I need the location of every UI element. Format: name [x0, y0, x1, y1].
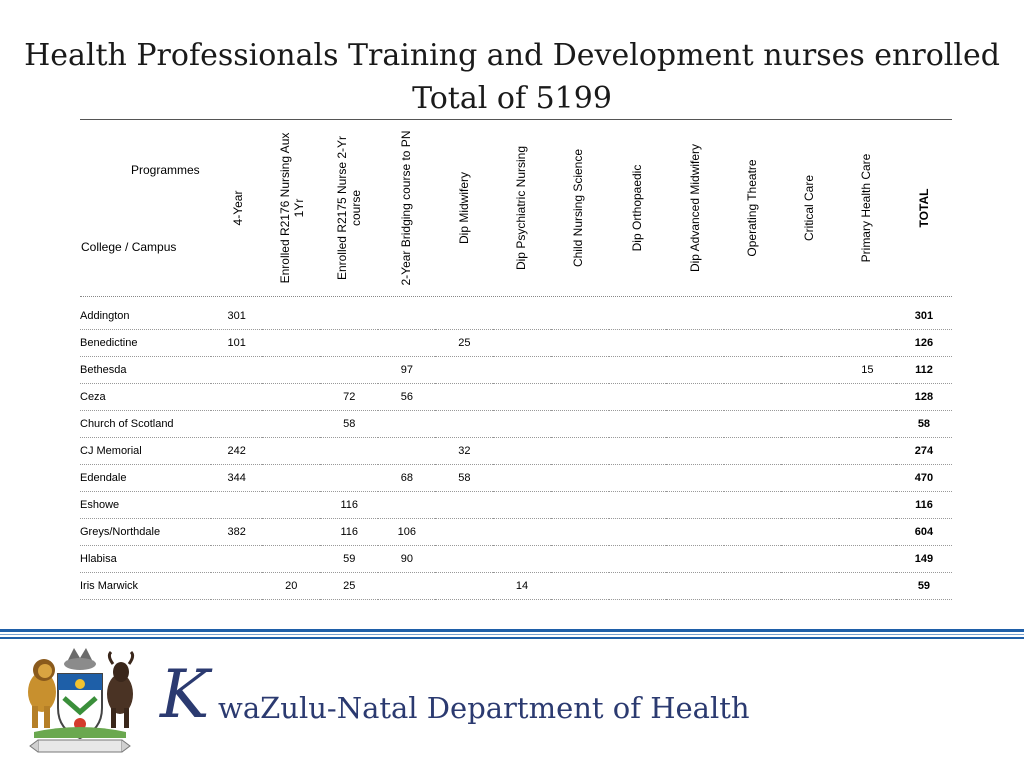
enrolment-cell	[724, 330, 781, 357]
enrolment-cell	[493, 384, 550, 411]
enrolment-cell	[609, 303, 666, 330]
enrolment-cell	[262, 303, 320, 330]
enrolment-cell	[211, 357, 262, 384]
enrolment-cell: 344	[211, 465, 262, 492]
enrolment-cell	[435, 573, 493, 600]
enrolment-cell: 32	[435, 438, 493, 465]
enrolment-cell	[666, 384, 724, 411]
enrolment-cell	[839, 573, 896, 600]
column-header-label: Child Nursing Science	[571, 148, 585, 268]
enrolment-cell	[551, 303, 609, 330]
table-row	[80, 465, 952, 492]
enrolment-cell	[551, 330, 609, 357]
enrolment-cell	[839, 330, 896, 357]
column-header-label: 4-Year	[231, 190, 245, 226]
enrolment-cell	[493, 519, 550, 546]
column-header-label: Operating Theatre	[745, 159, 759, 257]
enrolment-cell	[609, 411, 666, 438]
enrolment-cell	[262, 411, 320, 438]
enrolment-cell: 15	[839, 357, 896, 384]
enrolment-cell	[551, 357, 609, 384]
enrolment-cell	[493, 303, 550, 330]
column-header-label: Dip Orthopaedic	[630, 164, 644, 252]
column-header-label: 2-Year Bridging course to PN	[399, 130, 413, 286]
table-row	[80, 519, 952, 546]
enrolment-cell	[724, 465, 781, 492]
enrolment-cell	[378, 438, 435, 465]
enrolment-cell	[493, 438, 550, 465]
enrolment-cell: 101	[211, 330, 262, 357]
enrolment-cell	[320, 357, 378, 384]
enrolment-cell: 106	[378, 519, 435, 546]
enrolment-cell	[839, 411, 896, 438]
enrolment-cell	[211, 411, 262, 438]
college-name: Eshowe	[80, 492, 211, 519]
enrolment-cell	[211, 492, 262, 519]
enrolment-cell: 242	[211, 438, 262, 465]
table-top-rule	[80, 119, 952, 120]
enrolment-cell	[666, 465, 724, 492]
enrolment-cell	[262, 330, 320, 357]
enrolment-cell	[666, 546, 724, 573]
row-total-cell: 59	[896, 573, 952, 600]
enrolment-cell	[666, 303, 724, 330]
college-name: CJ Memorial	[80, 438, 211, 465]
column-header-label: Dip Psychiatric Nursing	[514, 145, 528, 271]
enrolment-cell	[211, 546, 262, 573]
enrolment-cell	[724, 519, 781, 546]
college-name: Addington	[80, 303, 211, 330]
enrolment-cell	[839, 465, 896, 492]
enrolment-cell	[262, 357, 320, 384]
enrolment-cell	[781, 465, 839, 492]
enrolment-cell	[378, 330, 435, 357]
enrolment-cell	[666, 438, 724, 465]
enrolment-cell	[493, 546, 550, 573]
title-line-2: Total of 5199	[412, 81, 612, 116]
column-header-label: TOTAL	[917, 188, 931, 228]
enrolment-cell	[551, 573, 609, 600]
enrolment-cell: 59	[320, 546, 378, 573]
column-header-label: Dip Advanced Midwifery	[688, 143, 702, 273]
header-college-campus: College / Campus	[81, 240, 177, 254]
college-name: Iris Marwick	[80, 573, 211, 600]
enrolment-cell	[781, 492, 839, 519]
enrolment-cell	[551, 465, 609, 492]
column-header-label: Primary Health Care	[859, 153, 873, 263]
enrolment-cell	[320, 330, 378, 357]
table-row	[80, 438, 952, 465]
row-total-cell: 126	[896, 330, 952, 357]
enrolment-cell	[262, 384, 320, 411]
row-total-cell: 116	[896, 492, 952, 519]
enrolment-cell	[724, 303, 781, 330]
enrolment-cell: 301	[211, 303, 262, 330]
enrolment-cell	[551, 384, 609, 411]
enrolment-cell: 58	[435, 465, 493, 492]
enrolment-cell	[435, 357, 493, 384]
row-total-cell: 112	[896, 357, 952, 384]
enrolment-cell	[435, 546, 493, 573]
column-header-label: Enrolled R2175 Nurse 2-Yr course	[335, 135, 363, 281]
enrolment-cell	[320, 438, 378, 465]
college-name: Edendale	[80, 465, 211, 492]
title-line-1: Health Professionals Training and Development nurses enrolled	[24, 38, 1000, 73]
logo-initial: K	[160, 656, 210, 733]
table-row	[80, 573, 952, 600]
enrolment-cell	[262, 465, 320, 492]
enrolment-cell	[781, 438, 839, 465]
enrolment-cell	[781, 303, 839, 330]
enrolment-cell	[666, 573, 724, 600]
enrolment-cell: 14	[493, 573, 550, 600]
enrolment-cell	[609, 384, 666, 411]
enrolment-cell	[781, 519, 839, 546]
enrolment-cell	[551, 546, 609, 573]
table-row	[80, 303, 952, 330]
enrolment-cell	[781, 573, 839, 600]
enrolment-cell	[724, 492, 781, 519]
college-name: Bethesda	[80, 357, 211, 384]
enrolment-cell	[781, 330, 839, 357]
enrolment-cell	[435, 384, 493, 411]
enrolment-cell	[609, 492, 666, 519]
enrolment-cell: 116	[320, 492, 378, 519]
enrolment-cell	[262, 546, 320, 573]
footer-band-middle	[0, 634, 1024, 635]
enrolment-cell	[609, 357, 666, 384]
enrolment-cell	[435, 411, 493, 438]
enrolment-cell	[724, 438, 781, 465]
enrolment-cell: 68	[378, 465, 435, 492]
college-name: Greys/Northdale	[80, 519, 211, 546]
enrolment-cell	[724, 546, 781, 573]
enrolment-cell	[320, 465, 378, 492]
enrolment-cell	[211, 384, 262, 411]
college-name: Ceza	[80, 384, 211, 411]
enrolment-cell	[839, 438, 896, 465]
enrolment-cell	[666, 330, 724, 357]
enrolment-cell	[435, 519, 493, 546]
logo-wordmark: waZulu-Natal Department of Health	[218, 691, 750, 725]
footer-band-top	[0, 629, 1024, 632]
table-row	[80, 330, 952, 357]
enrolment-cell	[609, 438, 666, 465]
row-total-cell: 128	[896, 384, 952, 411]
coat-of-arms-icon	[18, 640, 142, 762]
college-name: Church of Scotland	[80, 411, 211, 438]
enrolment-cell	[262, 492, 320, 519]
footer-band-bottom	[0, 637, 1024, 639]
enrolment-cell	[839, 546, 896, 573]
enrolment-cell	[262, 519, 320, 546]
enrolment-table	[80, 303, 952, 600]
table-row	[80, 411, 952, 438]
header-programmes: Programmes	[131, 163, 200, 177]
enrolment-cell: 72	[320, 384, 378, 411]
row-total-cell: 301	[896, 303, 952, 330]
enrolment-cell	[781, 546, 839, 573]
enrolment-cell	[724, 411, 781, 438]
column-header-label: Dip Midwifery	[457, 171, 471, 245]
enrolment-cell	[781, 357, 839, 384]
college-name: Benedictine	[80, 330, 211, 357]
enrolment-cell	[781, 411, 839, 438]
enrolment-cell	[666, 519, 724, 546]
enrolment-cell: 90	[378, 546, 435, 573]
enrolment-cell: 56	[378, 384, 435, 411]
row-total-cell: 470	[896, 465, 952, 492]
enrolment-cell	[378, 573, 435, 600]
enrolment-cell	[609, 573, 666, 600]
enrolment-cell: 382	[211, 519, 262, 546]
enrolment-cell	[211, 573, 262, 600]
enrolment-cell	[609, 330, 666, 357]
enrolment-cell	[724, 384, 781, 411]
enrolment-cell: 20	[262, 573, 320, 600]
enrolment-cell	[493, 465, 550, 492]
row-total-cell: 604	[896, 519, 952, 546]
table-row	[80, 357, 952, 384]
table-row	[80, 384, 952, 411]
enrolment-cell	[551, 438, 609, 465]
enrolment-cell	[493, 357, 550, 384]
enrolment-cell	[262, 438, 320, 465]
table-row	[80, 492, 952, 519]
enrolment-cell	[551, 492, 609, 519]
column-header-label: Critical Care	[802, 174, 816, 242]
enrolment-cell	[609, 519, 666, 546]
enrolment-cell	[493, 411, 550, 438]
enrolment-cell	[609, 546, 666, 573]
enrolment-cell	[839, 519, 896, 546]
table-row	[80, 546, 952, 573]
enrolment-cell	[839, 303, 896, 330]
enrolment-cell	[378, 303, 435, 330]
enrolment-cell	[551, 411, 609, 438]
college-name: Hlabisa	[80, 546, 211, 573]
enrolment-cell	[724, 573, 781, 600]
enrolment-cell	[666, 357, 724, 384]
enrolment-cell	[839, 384, 896, 411]
enrolment-cell	[493, 330, 550, 357]
row-total-cell: 274	[896, 438, 952, 465]
header-divider	[80, 296, 952, 297]
enrolment-cell	[378, 492, 435, 519]
enrolment-cell	[435, 303, 493, 330]
column-header-label: Enrolled R2176 Nursing Aux 1Yr	[278, 132, 306, 284]
enrolment-cell: 25	[320, 573, 378, 600]
enrolment-cell: 97	[378, 357, 435, 384]
row-total-cell: 149	[896, 546, 952, 573]
enrolment-cell	[666, 411, 724, 438]
enrolment-cell: 116	[320, 519, 378, 546]
enrolment-cell	[551, 519, 609, 546]
enrolment-cell	[724, 357, 781, 384]
enrolment-cell	[493, 492, 550, 519]
enrolment-cell: 25	[435, 330, 493, 357]
enrolment-cell	[666, 492, 724, 519]
enrolment-cell: 58	[320, 411, 378, 438]
enrolment-cell	[609, 465, 666, 492]
enrolment-cell	[435, 492, 493, 519]
row-total-cell: 58	[896, 411, 952, 438]
page-title	[0, 34, 1024, 120]
enrolment-cell	[781, 384, 839, 411]
enrolment-cell	[320, 303, 378, 330]
enrolment-cell	[839, 492, 896, 519]
enrolment-cell	[378, 411, 435, 438]
